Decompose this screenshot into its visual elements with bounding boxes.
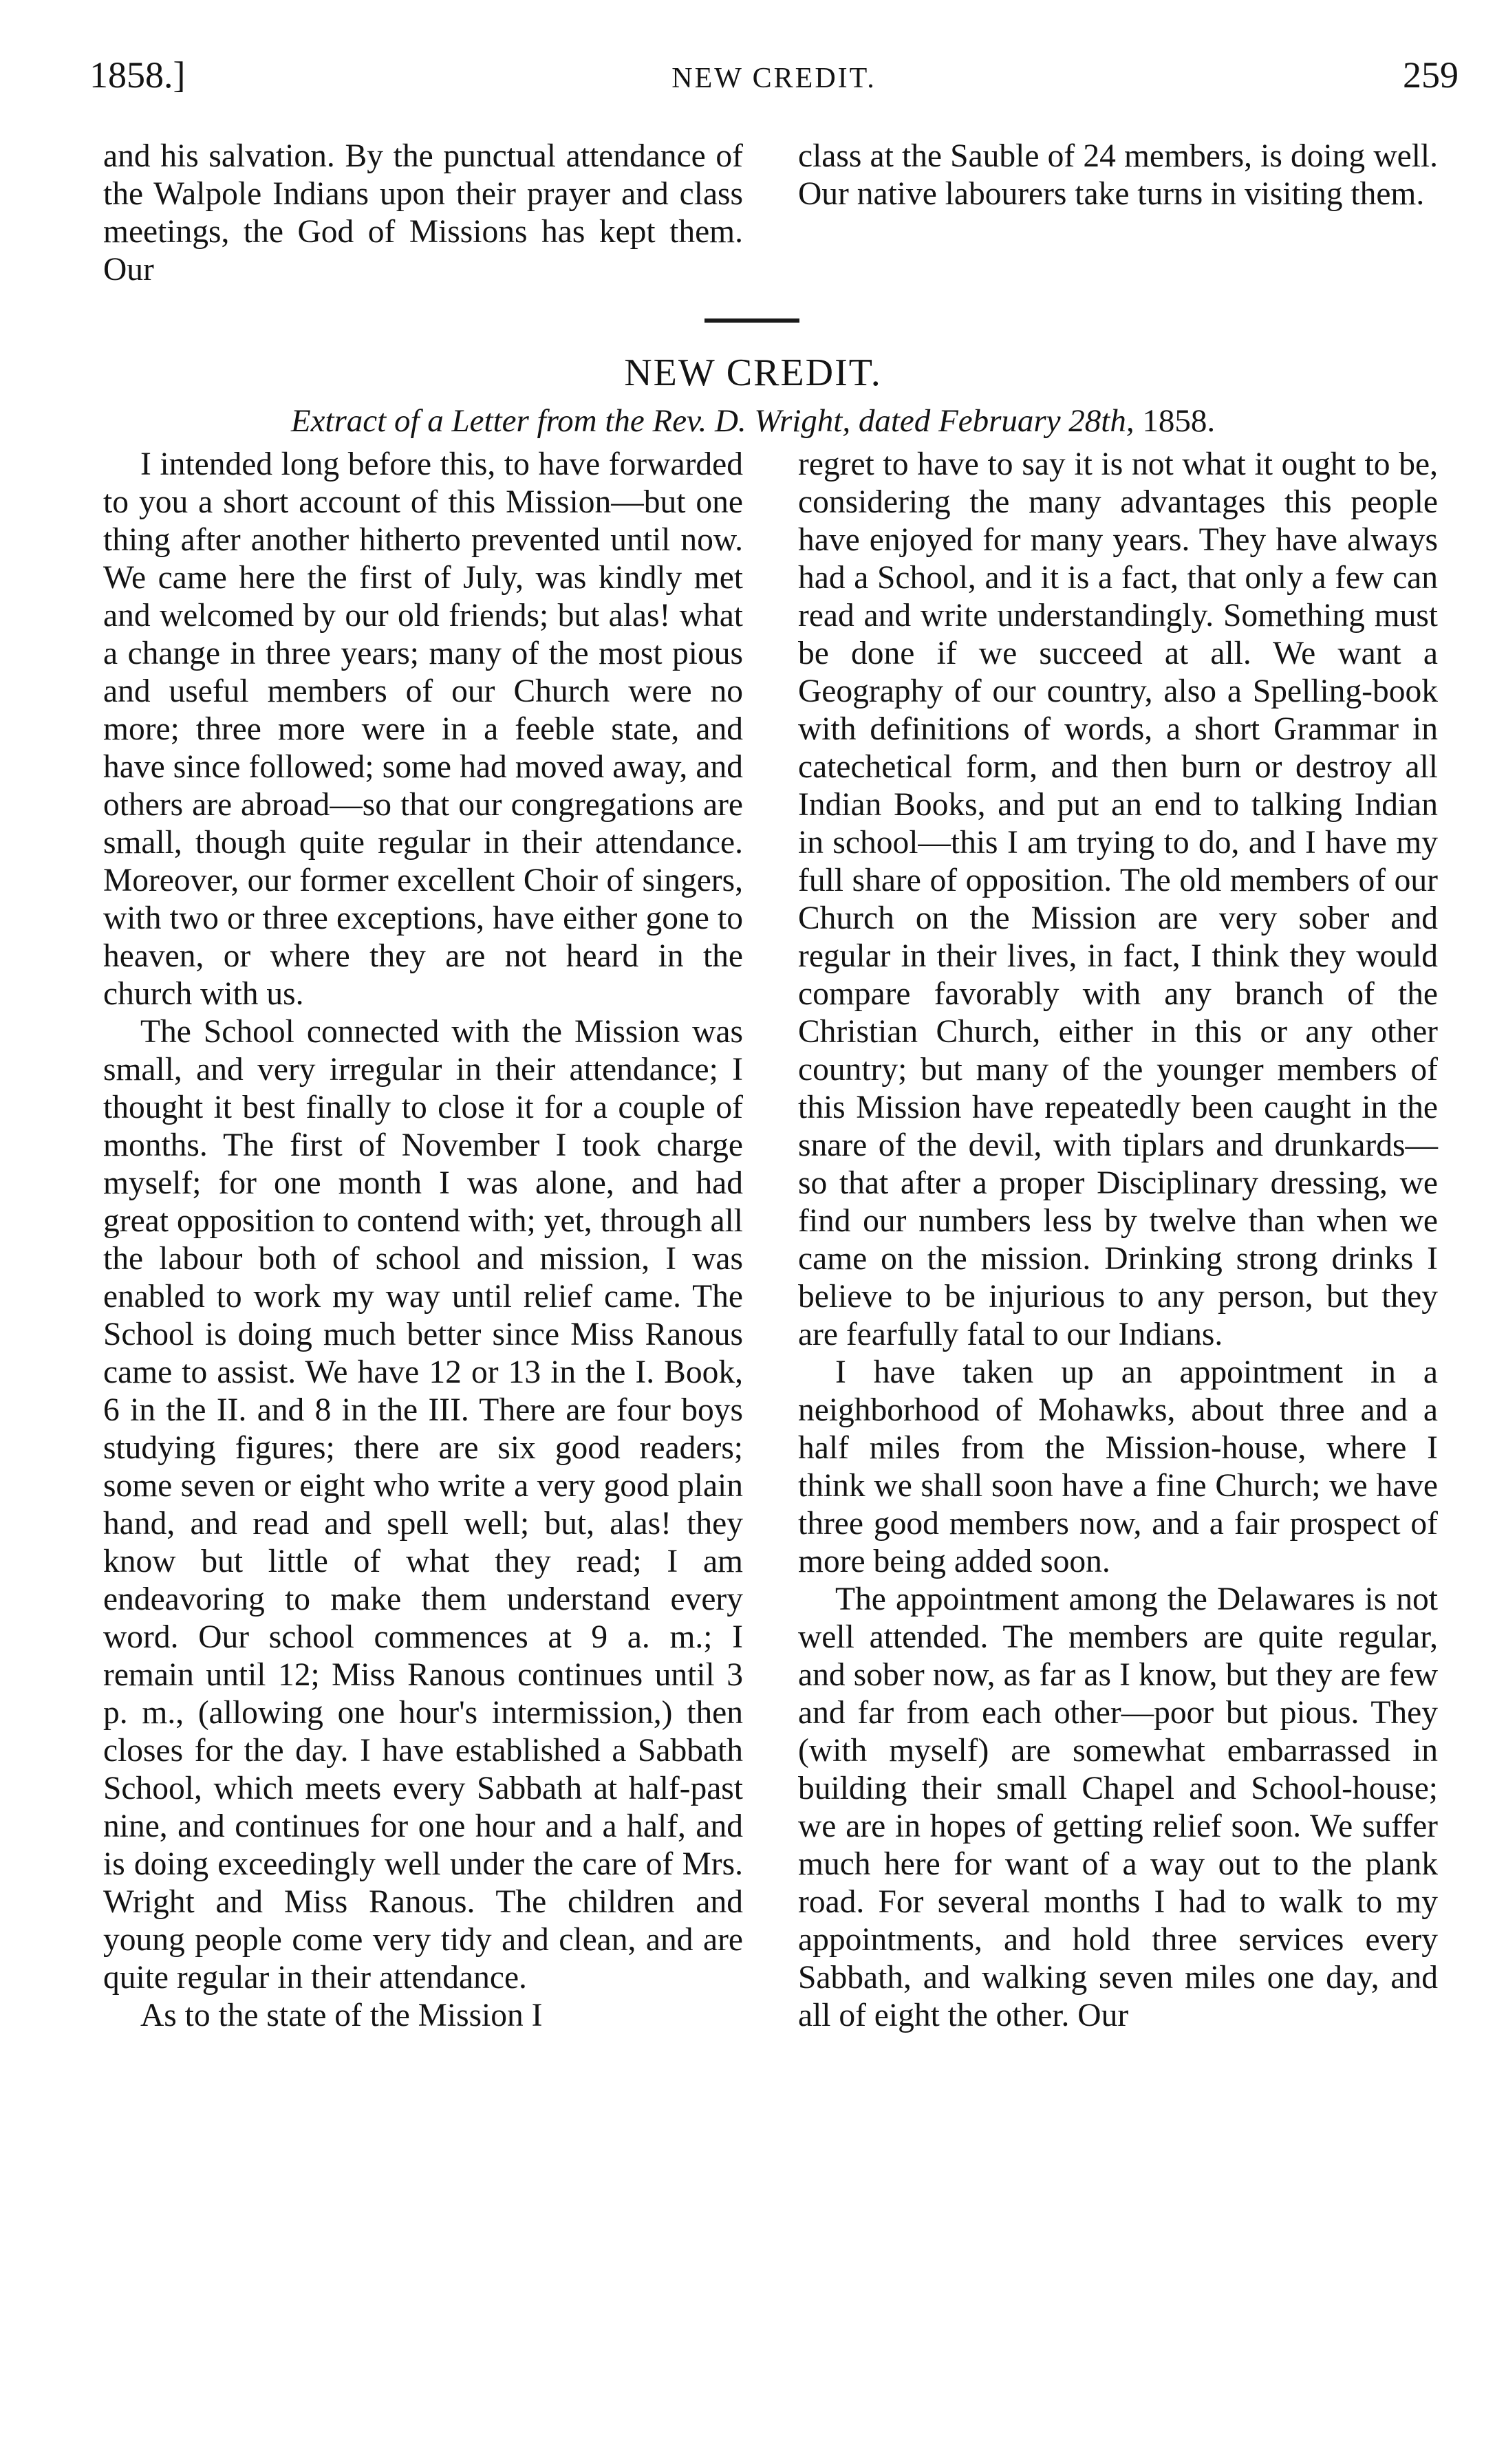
subtitle-year: 1858. [1134, 403, 1216, 439]
paragraph: class at the Sauble of 24 members, is doing well. Our native labourers take turns in visiting them. [798, 138, 1438, 212]
top-left-continuation [103, 138, 743, 289]
paragraph: and his salvation. By the punctual attendance of the Walpole Indians upon their prayer and class meetings, the God of Missions has kept them. Our [103, 138, 743, 288]
article-subtitle [0, 402, 1506, 440]
paragraph: regret to have to say it is not what it ought to be, considering the many advantages this people have enjoyed for many years. They have always had a School, and it is a fact, that only a few can read and write understandingly. Something must be done if we succeed at all. We want a Geography of our country, also a Spelling-book with definitions of words, a short Grammar in catechetical form, and then burn or destroy all Indian Books, and put an end to talking Indian in school—this I am trying to do, and I have my full share of opposition. The old members of our Church on the Mission are very sober and regular in their lives, in fact, I think they would compare favorably with any branch of the Christian Church, either in this or any other country; but many of the younger members of this Mission have repeatedly been caught in the snare of the devil, with tiplars and drunkards—so that after a proper Disciplinary dressing, we find our numbers less by twelve than when we came on the mission. Drinking strong drinks I believe to be injurious to any person, but they are fearfully fatal to our Indians. [798, 446, 1438, 1352]
right-column [798, 446, 1438, 2035]
paragraph: I have taken up an appointment in a neighborhood of Mohawks, about three and a half miles from the Mission-house, where I think we shall soon have a fine Church; we have three good members now, and a fair prospect of more being added soon. [798, 1354, 1438, 1579]
paragraph: As to the state of the Mission I [140, 1998, 543, 2033]
paragraph: The School connected with the Mission was small, and very irregular in their attendance; I thought it best finally to close it for a couple of months. The first of November I took charge myself; for one month I was alone, and had great opposition to contend with; yet, through all the labour both of school and mission, I was enabled to work my way until relief came. The School is doing much better since Miss Ranous came to assist. We have 12 or 13 in the I. Book, 6 in the II. and 8 in the III. There are four boys studying figures; there are six good readers; some seven or eight who write a very good plain hand, and read and spell well; but, alas! they know but little of what they read; I am endeavoring to make them understand every word. Our school commences at 9 a. m.; I remain until 12; Miss Ranous continues until 3 p. m., (allowing one hour's intermission,) then closes for the day. I have established a Sabbath School, which meets every Sabbath at half-past nine, and continues for one hour and a half, and is doing exceedingly well under the care of Mrs. Wright and Miss Ranous. The children and young people come very tidy and clean, and are quite regular in their attendance. [103, 1014, 743, 1996]
paragraph: The appointment among the Delawares is not well attended. The members are quite regular, and sober now, as far as I know, but they are few and far from each other—poor but pious. They (with myself) are somewhat embarrassed in building their small Chapel and School-house; we are in hopes of getting relief soon. We suffer much here for want of a way out to the plank road. For several months I had to walk to my appointments, and hold three services every Sabbath, and walking seven miles one day, and all of eight the other. Our [798, 1581, 1438, 2033]
section-divider [704, 318, 799, 323]
article-title: NEW CREDIT. [624, 352, 882, 394]
page-number: 259 [1403, 54, 1459, 96]
header-year: 1858.] [89, 54, 186, 96]
header-running-title: NEW CREDIT. [671, 63, 876, 94]
running-header [89, 54, 1459, 109]
subtitle-italic: Extract of a Letter from the Rev. D. Wright, dated February 28th, [290, 403, 1134, 439]
left-column [103, 446, 743, 2035]
paragraph: I intended long before this, to have forwarded to you a short account of this Mission—but one thing after another hitherto prevented until now. We came here the first of July, was kindly met and welcomed by our old friends; but alas! what a change in three years; many of the most pious and useful members of our Church were no more; three more were in a feeble state, and have since followed; some had moved away, and others are abroad—so that our congregations are small, though quite regular in their attendance. Moreover, our former excellent Choir of singers, with two or three exceptions, have either gone to heaven, or where they are not heard in the church with us. [103, 446, 743, 1012]
top-right-continuation [798, 138, 1438, 213]
